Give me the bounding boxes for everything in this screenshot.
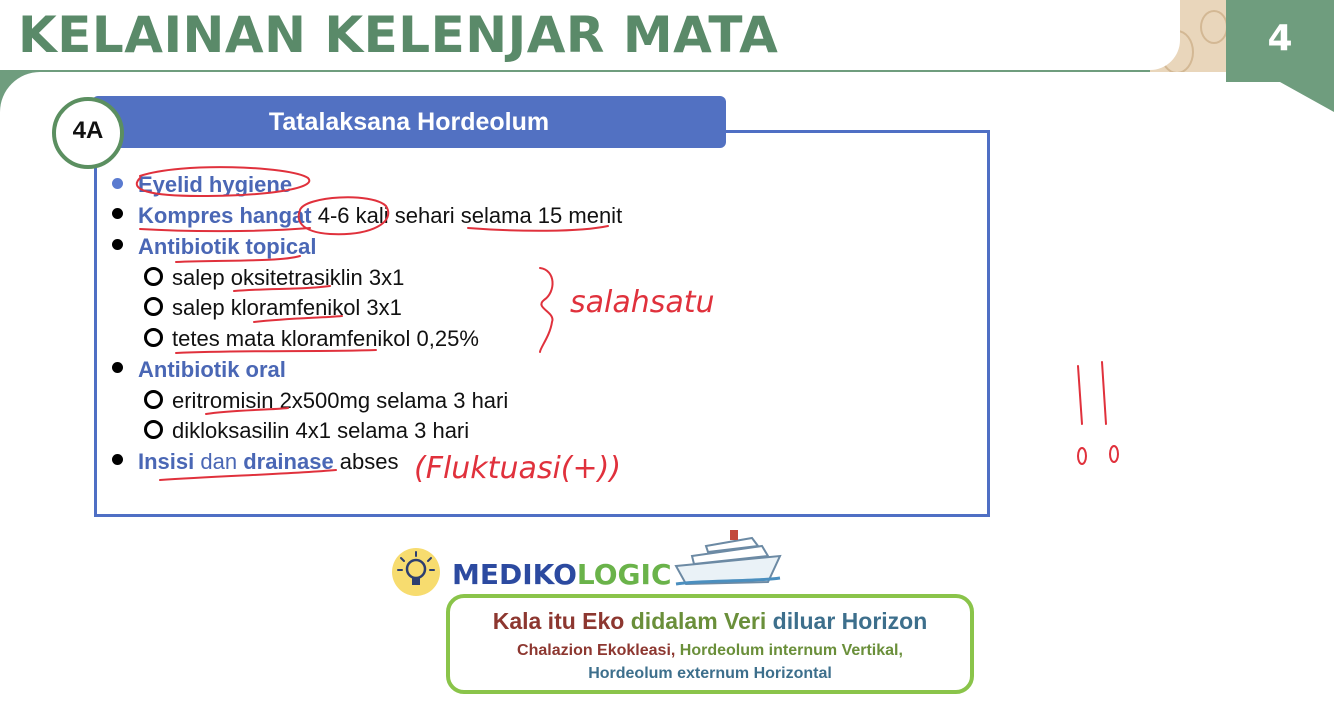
page-number: 4 — [1267, 18, 1293, 59]
mnemonic-line-1 — [450, 608, 970, 635]
annotation-exclaim-dot-2 — [1110, 446, 1118, 462]
annotation-exclaim-dot-1 — [1078, 448, 1086, 464]
annotation-underline-insisi — [160, 470, 336, 480]
lightbulb-icon — [392, 548, 440, 596]
drainase-label: drainase — [243, 449, 334, 474]
annotation-exclaim-1 — [1078, 366, 1082, 424]
mnemo-part-b: didalam Veri — [630, 608, 773, 634]
insisi-label: Insisi — [138, 449, 195, 474]
annotation-underline-menit — [468, 226, 608, 231]
annotation-underline-kloram — [254, 316, 342, 322]
annotation-exclaim-2 — [1102, 362, 1106, 424]
annotation-ellipse-eyelid — [137, 167, 310, 196]
bulb-glyph — [392, 548, 440, 596]
logo-part-2: LOGIC — [576, 558, 672, 591]
mnemo-chalazion: Chalazion Ekokleasi, — [517, 642, 680, 659]
item-antibiotik-topical: Antibiotik topical — [138, 234, 317, 259]
section-badge-text: 4A — [72, 117, 104, 144]
mnemo-internum: Hordeolum internum Vertikal, — [679, 642, 903, 659]
abses-label: abses — [333, 449, 399, 474]
annotation-brace — [540, 268, 553, 352]
mnemonic-line-3: Hordeolum externum Horizontal — [588, 665, 832, 682]
annotation-underline-kompres — [140, 228, 310, 231]
annotation-salahsatu: salahsatu — [570, 285, 715, 320]
annotation-fluktuasi: (Fluktuasi(+)) — [414, 451, 622, 486]
sub-item-kloramfenikol-tetes: tetes mata kloramfenikol 0,25% — [172, 326, 479, 351]
kompres-label: Kompres hangat — [138, 203, 312, 228]
annotation-circle-kali — [299, 197, 389, 234]
sub-item-eritromisin: eritromisin 2x500mg selama 3 hari — [172, 388, 509, 413]
annotation-underline-eritro — [206, 408, 288, 414]
sub-item-oksitetrasiklin: salep oksitetrasiklin 3x1 — [172, 265, 405, 290]
ship-icon — [672, 526, 784, 588]
mnemonic-box — [446, 594, 974, 694]
logo-part-1: MEDIKO — [452, 558, 577, 591]
section-header-text: Tatalaksana Hordeolum — [268, 108, 550, 136]
sub-item-dikloksasilin: dikloksasilin 4x1 selama 3 hari — [172, 418, 470, 443]
sub-item-kloramfenikol-salep: salep kloramfenikol 3x1 — [172, 295, 402, 320]
annotation-underline-topical — [176, 256, 300, 262]
mnemo-part-a: Kala itu Eko — [492, 608, 631, 634]
slide-title: KELAINAN KELENJAR MATA — [18, 6, 779, 64]
kompres-detail: 4-6 kali sehari selama 15 menit — [311, 203, 623, 228]
annotation-underline-oksi — [234, 286, 330, 291]
logo-text — [452, 558, 672, 591]
item-eyelid-hygiene: Eyelid hygiene — [138, 172, 293, 197]
dan-label: dan — [194, 449, 244, 474]
mnemonic-line-2 — [450, 642, 970, 660]
mnemo-part-c: diluar Horizon — [772, 608, 928, 634]
item-antibiotik-oral: Antibiotik oral — [138, 357, 286, 382]
annotation-underline-tetes — [176, 350, 376, 353]
